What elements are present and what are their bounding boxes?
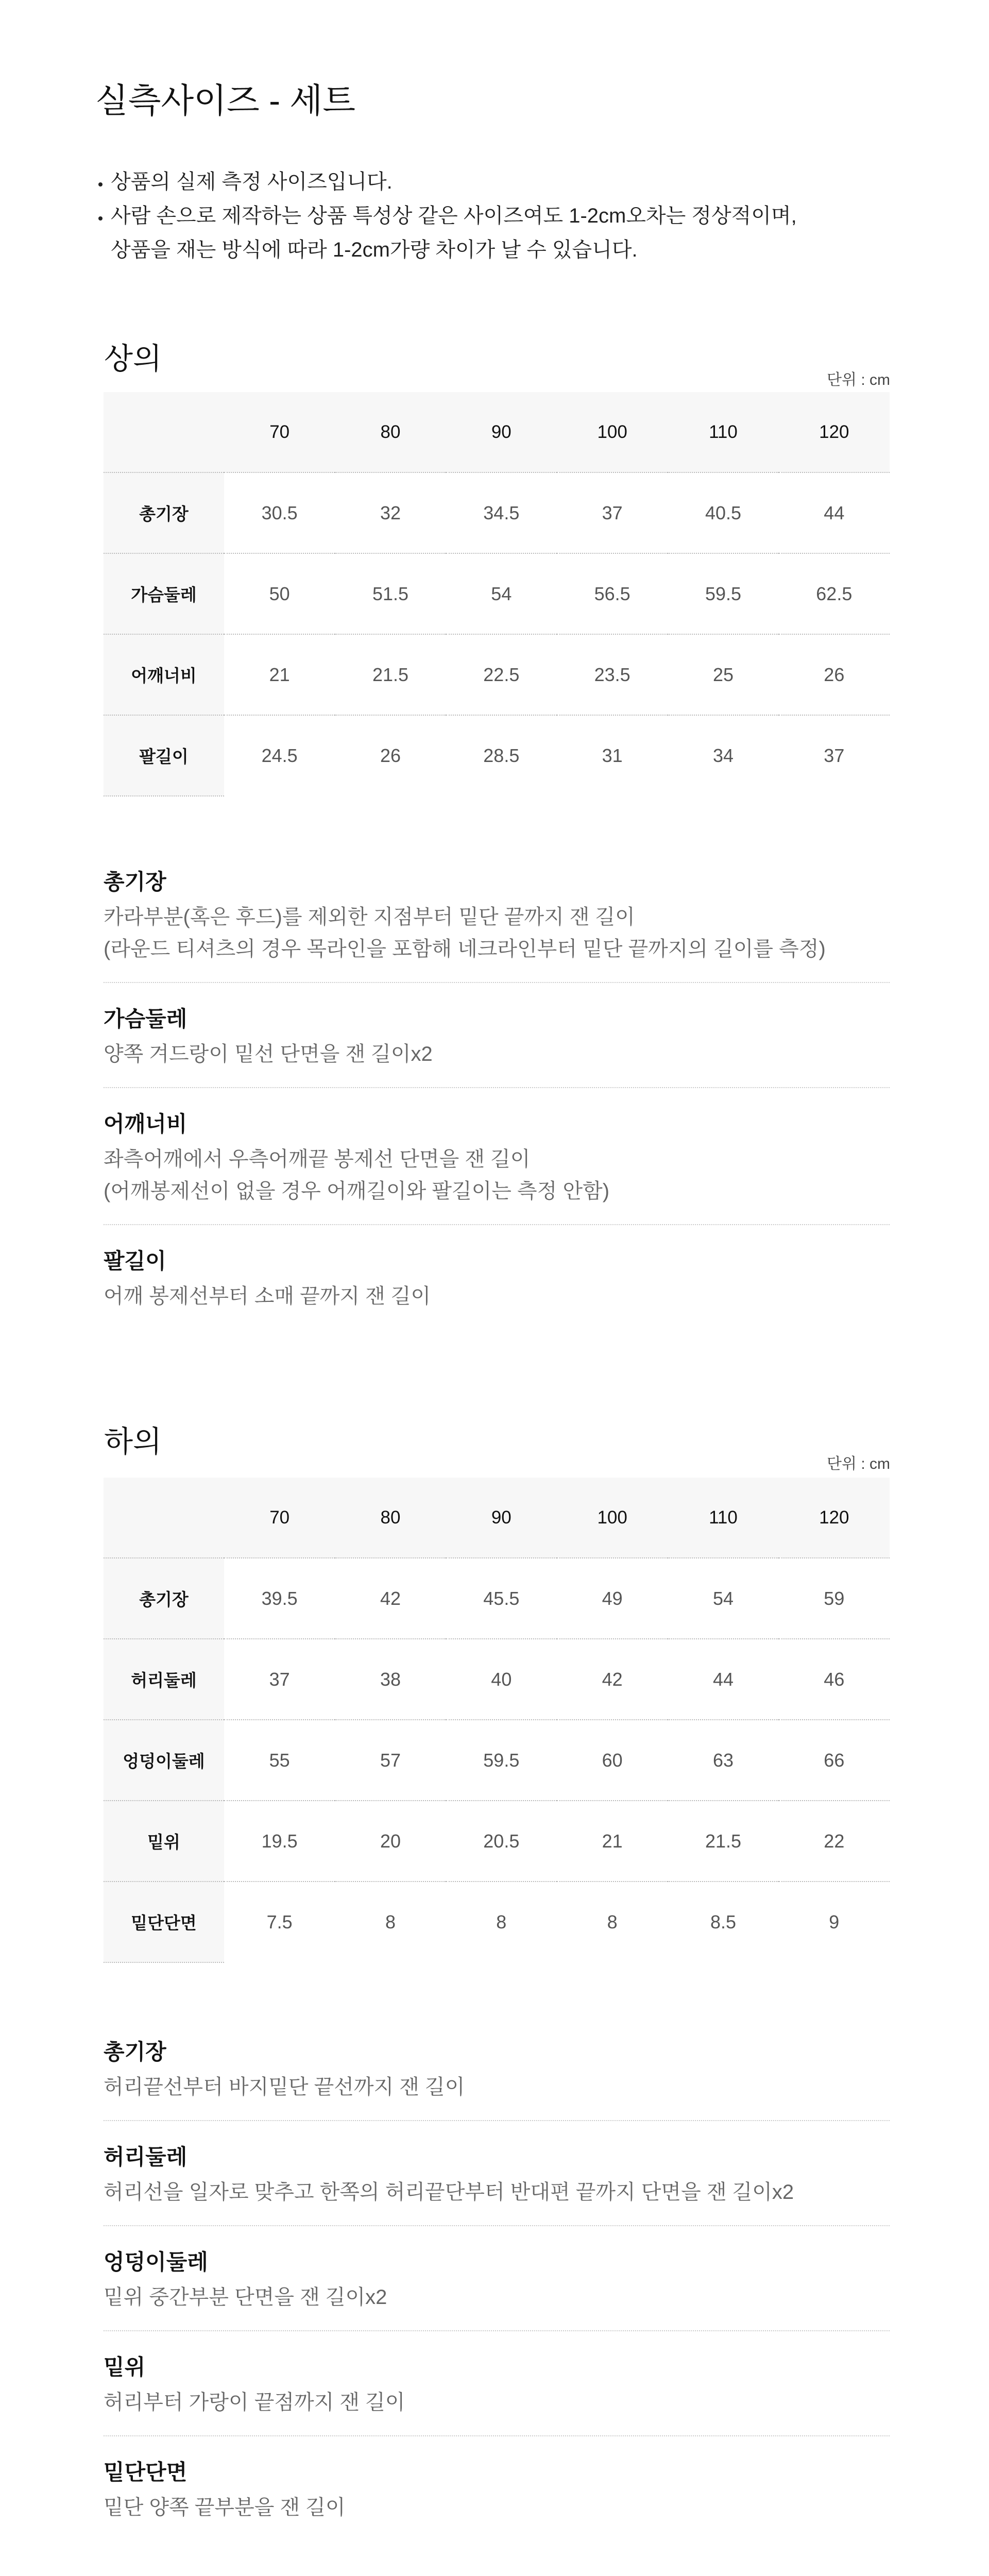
definition-description: 카라부분(혹은 후드)를 제외한 지점부터 밑단 끝까지 잰 길이 <box>104 906 635 928</box>
table-cell: 42 <box>557 1639 668 1720</box>
table-cell: 66 <box>779 1720 890 1801</box>
definition-item <box>104 867 890 983</box>
notice-text: 사람 손으로 제작하는 상품 특성상 같은 사이즈여도 1-2cm오차는 정상적이며, <box>111 205 797 227</box>
definition-term: 허리둘레 <box>104 2145 187 2169</box>
table-cell: 30.5 <box>224 472 335 553</box>
table-cell: 49 <box>557 1558 668 1639</box>
row-label: 밑위 <box>104 1801 224 1882</box>
row-label: 총기장 <box>104 1558 224 1639</box>
table-cell: 20.5 <box>446 1801 557 1882</box>
table-cell: 38 <box>335 1639 446 1720</box>
notice-item <box>95 199 797 267</box>
table-cell: 20 <box>335 1801 446 1882</box>
definition-description: 좌측어깨에서 우측어깨끝 봉제선 단면을 잰 길이 <box>104 1148 531 1171</box>
definition-description: 양쪽 겨드랑이 밑선 단면을 잰 길이x2 <box>104 1043 433 1065</box>
definition-description: 어깨 봉제선부터 소매 끝까지 잰 길이 <box>104 1285 431 1308</box>
definitions-top <box>104 867 890 1350</box>
row-label: 허리둘레 <box>104 1639 224 1720</box>
table-cell: 62.5 <box>779 553 890 634</box>
table-row <box>104 715 890 796</box>
row-label: 팔길이 <box>104 715 224 796</box>
table-cell: 34.5 <box>446 472 557 553</box>
table-header <box>104 392 890 472</box>
table-row <box>104 553 890 634</box>
table-cell: 8.5 <box>710 1911 736 1933</box>
table-row <box>104 1558 890 1639</box>
page-title: 실측사이즈 - 세트 <box>95 81 355 120</box>
table-cell: 24.5 <box>261 745 298 766</box>
table-cell: 42 <box>335 1558 446 1639</box>
table-cell: 51.5 <box>335 553 446 634</box>
header-row <box>104 392 890 472</box>
size-column-header: 120 <box>779 392 890 472</box>
definition-term: 밑위 <box>104 2355 146 2379</box>
definition-description: 밑단 양쪽 끝부분을 잰 길이 <box>104 2496 346 2519</box>
table-cell: 40 <box>446 1639 557 1720</box>
row-label: 가슴둘레 <box>104 553 224 634</box>
row-label: 어깨너비 <box>104 634 224 715</box>
definition-description: (라운드 티셔츠의 경우 목라인을 포함해 네크라인부터 밑단 끝까지의 길이를 측정) <box>104 938 826 960</box>
size-column-header: 110 <box>668 1478 778 1558</box>
table-cell: 26 <box>380 745 401 766</box>
row-label: 밑단단면 <box>104 1882 224 1962</box>
definition-item <box>104 1109 890 1225</box>
table-cell: 37 <box>824 745 845 766</box>
table-cell: 55 <box>224 1720 335 1801</box>
unit-label: 단위 : cm <box>827 371 890 388</box>
table-cell: 8 <box>496 1911 507 1933</box>
definition-term: 팔길이 <box>104 1249 166 1273</box>
table-cell: 8 <box>607 1911 618 1933</box>
table-cell: 23.5 <box>557 634 668 715</box>
table-cell: 28.5 <box>483 745 520 766</box>
definition-term: 총기장 <box>104 2040 166 2064</box>
table-cell: 26 <box>779 634 890 715</box>
table-cell: 57 <box>335 1720 446 1801</box>
table-cell: 60 <box>557 1720 668 1801</box>
row-label: 엉덩이둘레 <box>104 1720 224 1801</box>
definition-term: 어깨너비 <box>104 1112 187 1136</box>
table-body <box>104 1558 890 1962</box>
table-row <box>104 472 890 553</box>
table-cell: 21.5 <box>668 1801 778 1882</box>
definition-description: 허리부터 가랑이 끝점까지 잰 길이 <box>104 2391 405 2414</box>
size-table-top <box>104 392 890 796</box>
section-title-bottom: 하의 <box>104 1425 162 1459</box>
table-cell: 39.5 <box>224 1558 335 1639</box>
table-cell: 22.5 <box>446 634 557 715</box>
definition-term: 밑단단면 <box>104 2460 187 2484</box>
size-column-header: 120 <box>779 1478 890 1558</box>
size-column-header: 70 <box>224 1478 335 1558</box>
size-column-header: 100 <box>557 1478 668 1558</box>
header-row <box>104 1478 890 1558</box>
definition-term: 총기장 <box>104 870 166 894</box>
table-body <box>104 472 890 796</box>
table-cell: 37 <box>224 1639 335 1720</box>
table-cell: 63 <box>668 1720 778 1801</box>
notice-text: 상품을 재는 방식에 따라 1-2cm가량 차이가 날 수 있습니다. <box>111 239 638 261</box>
table-header <box>104 1478 890 1558</box>
table-cell: 40.5 <box>668 472 778 553</box>
section-title-top: 상의 <box>104 342 162 376</box>
unit-label: 단위 : cm <box>827 1455 890 1472</box>
table-cell: 7.5 <box>266 1911 293 1933</box>
definition-item <box>104 1246 890 1329</box>
table-cell: 8 <box>385 1911 396 1933</box>
size-column-header: 90 <box>446 1478 557 1558</box>
table-cell: 9 <box>829 1911 840 1933</box>
table-cell: 21 <box>224 634 335 715</box>
definition-description: 허리끝선부터 바지밑단 끝선까지 잰 길이 <box>104 2076 465 2098</box>
definition-term: 엉덩이둘레 <box>104 2250 208 2274</box>
definitions-bottom <box>104 2037 890 2561</box>
table-cell: 45.5 <box>446 1558 557 1639</box>
definition-item <box>104 2457 890 2540</box>
table-cell: 44 <box>668 1639 778 1720</box>
size-column-header: 70 <box>224 392 335 472</box>
notice-item: 상품의 실제 측정 사이즈입니다. <box>95 165 797 199</box>
table-cell: 59.5 <box>446 1720 557 1801</box>
table-cell: 34 <box>712 745 734 766</box>
table-row <box>104 1639 890 1720</box>
table-cell: 59.5 <box>668 553 778 634</box>
definition-description: 밑위 중간부분 단면을 잰 길이x2 <box>104 2286 387 2309</box>
size-column-header: 90 <box>446 392 557 472</box>
table-cell: 59 <box>779 1558 890 1639</box>
row-label: 총기장 <box>104 472 224 553</box>
definition-description: (어깨봉제선이 없을 경우 어깨길이와 팔길이는 측정 안함) <box>104 1180 610 1202</box>
table-cell: 50 <box>224 553 335 634</box>
table-cell: 22 <box>779 1801 890 1882</box>
table-cell: 54 <box>446 553 557 634</box>
table-cell: 46 <box>779 1639 890 1720</box>
definition-item <box>104 1004 890 1088</box>
table-cell: 21.5 <box>335 634 446 715</box>
notice-list <box>95 165 797 267</box>
definition-item <box>104 2037 890 2121</box>
size-column-header: 100 <box>557 392 668 472</box>
table-row <box>104 1801 890 1882</box>
table-cell: 32 <box>335 472 446 553</box>
definition-term: 가슴둘레 <box>104 1007 187 1031</box>
table-cell: 44 <box>779 472 890 553</box>
corner-cell <box>104 392 224 472</box>
table-cell: 21 <box>557 1801 668 1882</box>
definition-item <box>104 2352 890 2436</box>
table-row <box>104 634 890 715</box>
table-cell: 25 <box>668 634 778 715</box>
definition-item <box>104 2142 890 2226</box>
corner-cell <box>104 1478 224 1558</box>
definition-item <box>104 2247 890 2331</box>
definition-description: 허리선을 일자로 맞추고 한쪽의 허리끝단부터 반대편 끝까지 단면을 잰 길이x2 <box>104 2181 794 2204</box>
size-column-header: 80 <box>335 392 446 472</box>
size-column-header: 80 <box>335 1478 446 1558</box>
size-table-bottom <box>104 1478 890 1963</box>
table-row <box>104 1720 890 1801</box>
table-cell: 37 <box>557 472 668 553</box>
size-column-header: 110 <box>668 392 778 472</box>
table-row <box>104 1882 890 1962</box>
table-cell: 19.5 <box>224 1801 335 1882</box>
table-cell: 31 <box>602 745 623 766</box>
table-cell: 54 <box>668 1558 778 1639</box>
table-cell: 56.5 <box>557 553 668 634</box>
